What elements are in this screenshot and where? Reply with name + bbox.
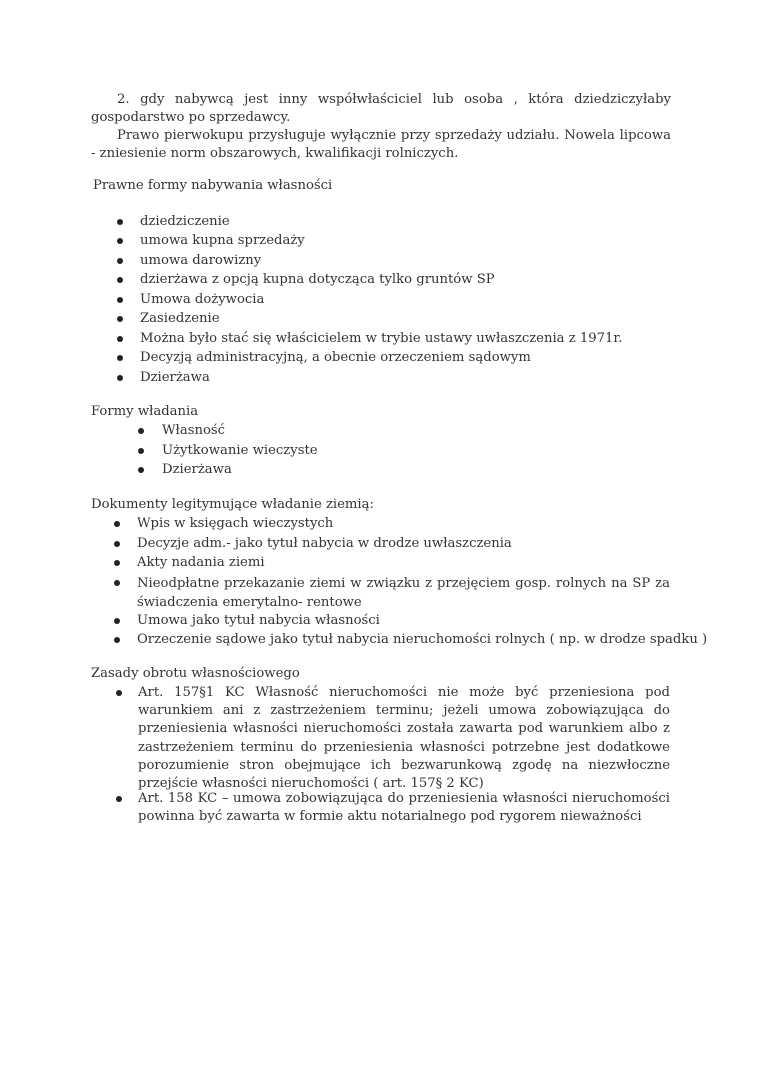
- list-item: Decyzją administracyjną, a obecnie orzeczeniem sądowym: [140, 350, 531, 365]
- bullet-icon: [114, 637, 120, 643]
- bullet-icon: [117, 258, 123, 264]
- list-item: Własność: [162, 423, 226, 438]
- bullet-icon: [117, 277, 123, 283]
- bullet-icon: [138, 448, 144, 454]
- bullet-icon: [138, 428, 144, 434]
- bullet-icon: [138, 467, 144, 473]
- bullet-icon: [117, 219, 123, 225]
- list-item: Decyzje adm.- jako tytuł nabycia w drodze uwłaszczenia: [137, 536, 512, 551]
- list-item: umowa darowizny: [140, 253, 262, 268]
- list-item: umowa kupna sprzedaży: [140, 233, 305, 248]
- list-item: Umowa jako tytuł nabycia własności: [137, 613, 380, 628]
- intro-item-2: 2. gdy nabywcą jest inny współwłaściciel lub osoba , która dziedziczyłaby gospodarstwo po sprzedawcy.: [91, 92, 671, 126]
- bullet-icon: [116, 690, 122, 696]
- list-item: Nieodpłatne przekazanie ziemi w związku z przejęciem gosp. rolnych na SP za świadczenia emerytalno- rentowe: [137, 576, 670, 610]
- intro-paragraph: Prawo pierwokupu przysługuje wyłącznie przy sprzedaży udziału. Nowela lipcowa - zniesienie norm obszarowych, kwalifikacji rolniczych.: [91, 128, 671, 162]
- list-item: dzierżawa z opcją kupna dotycząca tylko gruntów SP: [140, 272, 495, 287]
- bullet-icon: [116, 796, 122, 802]
- bullet-icon: [117, 297, 123, 303]
- bullet-icon: [117, 238, 123, 244]
- bullet-icon: [117, 316, 123, 322]
- list-item: Akty nadania ziemi: [137, 555, 265, 570]
- section-rules-heading: Zasady obrotu własnościowego: [91, 666, 300, 681]
- list-item: Art. 157§1 KC Własność nieruchomości nie może być przeniesiona pod warunkiem ani z zastrzeżeniem terminu; jeżeli umowa zobowiązująca do przeniesienia własności nieruchomości została zawarta pod warunkiem albo z zastrzeżeniem terminu do przeniesienia własności potrzebne jest dodatkowe porozumienie stron obejmujące ich bezwarunkową zgodę na niezwłoczne przejście własności nieruchomości ( art. 157§ 2 KC): [138, 685, 670, 792]
- section-documents-heading: Dokumenty legitymujące władanie ziemią:: [91, 497, 374, 512]
- bullet-icon: [117, 355, 123, 361]
- list-item: Dzierżawa: [140, 370, 210, 385]
- list-item: Dzierżawa: [162, 462, 232, 477]
- bullet-icon: [114, 521, 120, 527]
- bullet-icon: [117, 336, 123, 342]
- section-possession-heading: Formy władania: [91, 404, 199, 419]
- list-item: Wpis w księgach wieczystych: [137, 516, 334, 531]
- bullet-icon: [114, 560, 120, 566]
- bullet-icon: [114, 541, 120, 547]
- list-item: Można było stać się właścicielem w trybie ustawy uwłaszczenia z 1971r.: [140, 331, 623, 346]
- list-item: Art. 158 KC – umowa zobowiązująca do przeniesienia własności nieruchomości powinna być zawarta w formie aktu notarialnego pod rygorem nieważności: [138, 791, 670, 825]
- section-forms-heading: Prawne formy nabywania własności: [93, 178, 333, 193]
- list-item: dziedziczenie: [140, 214, 230, 229]
- list-item: Orzeczenie sądowe jako tytuł nabycia nieruchomości rolnych ( np. w drodze spadku ): [137, 632, 708, 647]
- list-item: Użytkowanie wieczyste: [162, 443, 318, 458]
- bullet-icon: [117, 375, 123, 381]
- list-item: Umowa dożywocia: [140, 292, 265, 307]
- list-item: Zasiedzenie: [140, 311, 220, 326]
- bullet-icon: [114, 580, 120, 586]
- bullet-icon: [114, 618, 120, 624]
